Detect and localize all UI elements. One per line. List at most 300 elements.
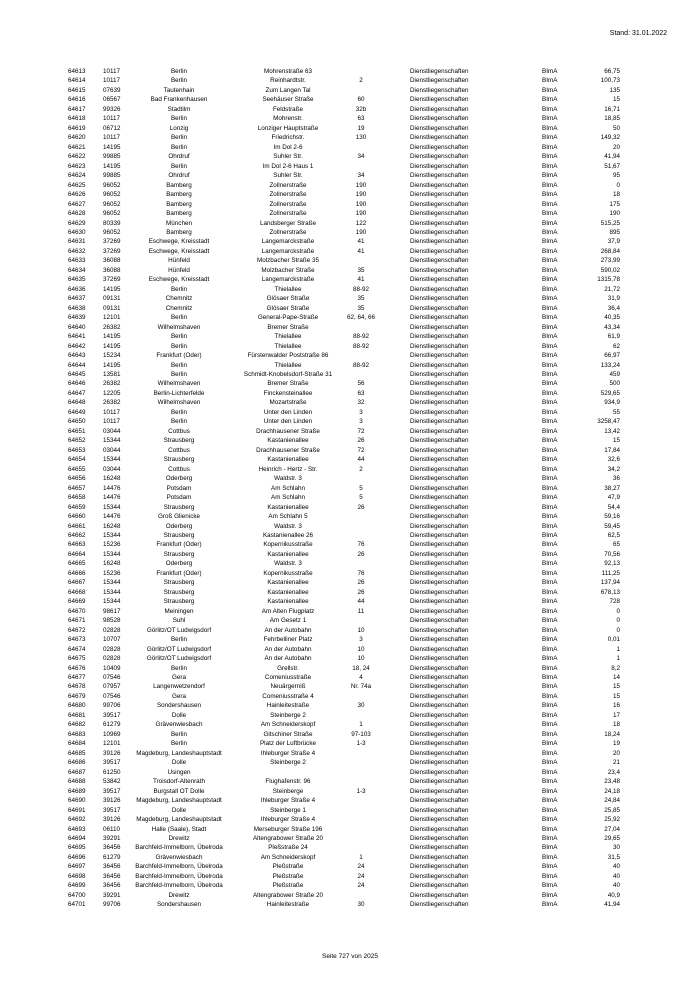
id-cell: 64640 xyxy=(68,323,86,331)
usage-cell: Dienstliegenschaften xyxy=(410,768,469,776)
usage-cell: Dienstliegenschaften xyxy=(410,655,469,663)
id-cell: 64674 xyxy=(68,645,86,653)
owner-cell: BImA xyxy=(542,617,558,625)
table-row xyxy=(0,645,700,654)
table-row xyxy=(0,758,700,767)
usage-cell: Dienstliegenschaften xyxy=(410,692,469,700)
owner-cell: BImA xyxy=(542,143,558,151)
plz-cell: 15344 xyxy=(103,579,121,587)
table-row xyxy=(0,342,700,351)
number-cell: 2 xyxy=(359,465,363,473)
area-cell: 62 xyxy=(612,342,620,350)
area-cell: 678,13 xyxy=(600,588,620,596)
usage-cell: Dienstliegenschaften xyxy=(410,844,469,852)
area-cell: 41,94 xyxy=(604,901,620,909)
plz-cell: 36456 xyxy=(103,872,121,880)
ort-cell: Stadtilm xyxy=(167,105,191,113)
plz-cell: 10117 xyxy=(103,77,121,85)
area-cell: 55 xyxy=(612,408,620,416)
ort-cell: Berlin xyxy=(170,664,188,672)
table-row xyxy=(0,351,700,360)
owner-cell: BImA xyxy=(542,389,558,397)
table-row xyxy=(0,379,700,388)
id-cell: 64692 xyxy=(68,816,86,824)
plz-cell: 37269 xyxy=(103,238,121,246)
usage-cell: Dienstliegenschaften xyxy=(410,674,469,681)
owner-cell: BImA xyxy=(542,266,558,274)
owner-cell: BImA xyxy=(542,645,558,653)
ort-cell: Oderberg xyxy=(165,475,193,483)
table-row xyxy=(0,417,700,426)
area-cell: 40,35 xyxy=(604,314,620,322)
usage-cell: Dienstliegenschaften xyxy=(410,740,469,748)
table-row xyxy=(0,361,700,370)
area-cell: 34,2 xyxy=(607,465,620,473)
street-cell: Platz der Luftbrücke xyxy=(259,740,316,748)
table-row xyxy=(0,370,700,379)
number-cell: 34 xyxy=(357,172,365,180)
id-cell: 64637 xyxy=(68,295,86,303)
street-cell: Langemarckstraße xyxy=(261,238,315,246)
id-cell: 64615 xyxy=(68,86,86,94)
table-row xyxy=(0,616,700,625)
street-cell: Mohrenstraße 63 xyxy=(264,68,312,75)
ort-cell: Chemnitz xyxy=(165,295,193,303)
ort-cell: Barchfeld-Immelborn, Übelroda xyxy=(135,863,223,871)
area-cell: 18 xyxy=(612,191,620,199)
plz-cell: 03044 xyxy=(103,465,121,473)
owner-cell: BImA xyxy=(542,219,558,227)
usage-cell: Dienstliegenschaften xyxy=(410,399,469,407)
id-cell: 64623 xyxy=(68,162,86,170)
id-cell: 64632 xyxy=(68,247,86,255)
usage-cell: Dienstliegenschaften xyxy=(410,778,469,786)
street-cell: Steinberge 2 xyxy=(270,759,306,767)
plz-cell: 02828 xyxy=(103,626,121,634)
area-cell: 24,18 xyxy=(604,787,620,795)
usage-cell: Dienstliegenschaften xyxy=(410,342,469,350)
plz-cell: 39126 xyxy=(103,797,121,805)
area-cell: 149,32 xyxy=(600,134,620,142)
id-cell: 64690 xyxy=(68,797,86,805)
area-cell: 95 xyxy=(612,172,620,180)
plz-cell: 36456 xyxy=(103,882,121,890)
street-cell: Drachhausener Straße xyxy=(256,427,320,435)
area-cell: 268,84 xyxy=(600,247,620,255)
table-row xyxy=(0,503,700,512)
street-cell: Thielallee xyxy=(274,333,302,341)
table-row xyxy=(0,531,700,540)
plz-cell: 14195 xyxy=(103,342,121,350)
id-cell: 64691 xyxy=(68,806,86,814)
usage-cell: Dienstliegenschaften xyxy=(410,228,469,236)
area-cell: 24,84 xyxy=(604,797,620,805)
owner-cell: BImA xyxy=(542,674,558,681)
area-cell: 37,9 xyxy=(607,238,620,246)
area-cell: 31,9 xyxy=(607,295,620,303)
table-row xyxy=(0,228,700,237)
table-row xyxy=(0,190,700,199)
id-cell: 64693 xyxy=(68,825,86,833)
owner-cell: BImA xyxy=(542,531,558,539)
ort-cell: Berlin xyxy=(170,115,188,123)
number-cell: 32 xyxy=(357,399,365,407)
plz-cell: 26382 xyxy=(103,399,121,407)
plz-cell: 15344 xyxy=(103,550,121,558)
ort-cell: Berlin xyxy=(170,134,188,142)
area-cell: 1315,78 xyxy=(597,276,620,284)
number-cell: 1-3 xyxy=(356,787,366,795)
area-cell: 51,67 xyxy=(604,162,620,170)
ort-cell: Potsdam xyxy=(166,494,192,502)
plz-cell: 80339 xyxy=(103,219,121,227)
area-cell: 15 xyxy=(612,437,620,445)
ort-cell: Frankfurt (Oder) xyxy=(156,352,202,360)
usage-cell: Dienstliegenschaften xyxy=(410,408,469,416)
area-cell: 3258,47 xyxy=(597,418,620,426)
street-cell: Kastanienallee xyxy=(267,598,309,606)
plz-cell: 15236 xyxy=(103,541,121,549)
owner-cell: BImA xyxy=(542,323,558,331)
street-cell: Steinberge xyxy=(272,787,304,795)
street-cell: Steinberge 1 xyxy=(270,806,306,814)
id-cell: 64694 xyxy=(68,834,86,842)
street-cell: Glösaer Straße xyxy=(266,295,310,303)
owner-cell: BImA xyxy=(542,105,558,113)
table-row xyxy=(0,872,700,881)
area-cell: 20 xyxy=(612,143,620,151)
table-row xyxy=(0,313,700,322)
area-cell: 590,02 xyxy=(600,266,620,274)
id-cell: 64638 xyxy=(68,304,86,312)
usage-cell: Dienstliegenschaften xyxy=(410,607,469,615)
table-row xyxy=(0,749,700,758)
street-cell: Lonziger Hauptstraße xyxy=(257,124,319,132)
plz-cell: 15344 xyxy=(103,531,121,539)
owner-cell: BImA xyxy=(542,456,558,464)
id-cell: 64687 xyxy=(68,768,86,776)
street-cell: Molzbacher Straße 35 xyxy=(257,257,319,265)
id-cell: 64651 xyxy=(68,427,86,435)
number-cell: 10 xyxy=(357,626,365,634)
id-cell: 64661 xyxy=(68,522,86,530)
area-cell: 40 xyxy=(612,863,620,871)
plz-cell: 39517 xyxy=(103,711,121,719)
owner-cell: BImA xyxy=(542,872,558,880)
ort-cell: Berlin xyxy=(170,68,188,75)
ort-cell: Drewitz xyxy=(168,834,190,842)
number-cell: 190 xyxy=(355,181,367,189)
number-cell: 30 xyxy=(357,901,365,909)
street-cell: Pleßstraße xyxy=(272,863,304,871)
plz-cell: 14195 xyxy=(103,285,121,293)
table-row xyxy=(0,692,700,701)
usage-cell: Dienstliegenschaften xyxy=(410,437,469,445)
street-cell: Comeniusstraße xyxy=(264,674,312,681)
usage-cell: Dienstliegenschaften xyxy=(410,749,469,757)
area-cell: 54,4 xyxy=(607,503,620,511)
id-cell: 64700 xyxy=(68,891,86,899)
street-cell: Suhler Str. xyxy=(273,172,303,180)
plz-cell: 02828 xyxy=(103,655,121,663)
number-cell: 88-92 xyxy=(352,361,370,369)
id-cell: 64654 xyxy=(68,456,86,464)
owner-cell: BImA xyxy=(542,437,558,445)
street-cell: Altengrabower Straße 20 xyxy=(252,834,323,842)
number-cell: 1 xyxy=(359,721,363,729)
number-cell: 10 xyxy=(357,645,365,653)
area-cell: 92,13 xyxy=(604,560,620,568)
number-cell: 5 xyxy=(359,494,363,502)
area-cell: 40 xyxy=(612,872,620,880)
usage-cell: Dienstliegenschaften xyxy=(410,636,469,644)
ort-cell: Strausberg xyxy=(163,588,195,596)
id-cell: 64679 xyxy=(68,692,86,700)
owner-cell: BImA xyxy=(542,702,558,710)
number-cell: 35 xyxy=(357,304,365,312)
number-cell: 190 xyxy=(355,210,367,218)
plz-cell: 10117 xyxy=(103,134,121,142)
table-row xyxy=(0,588,700,597)
table-row xyxy=(0,522,700,531)
ort-cell: Eschwege, Kreisstadt xyxy=(148,276,210,284)
owner-cell: BImA xyxy=(542,115,558,123)
plz-cell: 10117 xyxy=(103,408,121,416)
street-cell: Schmidt-Knobelsdorf-Straße 31 xyxy=(243,371,333,378)
area-cell: 62,5 xyxy=(607,531,620,539)
usage-cell: Dienstliegenschaften xyxy=(410,541,469,549)
owner-cell: BImA xyxy=(542,153,558,161)
ort-cell: Strausberg xyxy=(163,531,195,539)
area-cell: 25,85 xyxy=(604,806,620,814)
number-cell: 5 xyxy=(359,484,363,492)
number-cell: 44 xyxy=(357,456,365,464)
street-cell: Hainleitestraße xyxy=(266,901,310,909)
street-cell: Thielallee xyxy=(274,361,302,369)
ort-cell: Berlin xyxy=(170,636,188,644)
ort-cell: Wilhelmshaven xyxy=(157,380,201,388)
owner-cell: BImA xyxy=(542,503,558,511)
usage-cell: Dienstliegenschaften xyxy=(410,446,469,454)
owner-cell: BImA xyxy=(542,228,558,236)
number-cell: 3 xyxy=(359,636,363,644)
ort-cell: Strausberg xyxy=(163,579,195,587)
owner-cell: BImA xyxy=(542,749,558,757)
area-cell: 515,25 xyxy=(600,219,620,227)
id-cell: 64622 xyxy=(68,153,86,161)
owner-cell: BImA xyxy=(542,134,558,142)
plz-cell: 14195 xyxy=(103,333,121,341)
table-row xyxy=(0,891,700,900)
area-cell: 1 xyxy=(616,655,620,663)
usage-cell: Dienstliegenschaften xyxy=(410,503,469,511)
plz-cell: 96052 xyxy=(103,191,121,199)
page-number: Seite 727 von 2025 xyxy=(321,953,379,960)
id-cell: 64699 xyxy=(68,882,86,890)
id-cell: 64696 xyxy=(68,853,86,861)
plz-cell: 99885 xyxy=(103,153,121,161)
area-cell: 61,9 xyxy=(607,333,620,341)
id-cell: 64677 xyxy=(68,674,86,681)
owner-cell: BImA xyxy=(542,162,558,170)
plz-cell: 09131 xyxy=(103,295,121,303)
ort-cell: Magdeburg, Landeshauptstadt xyxy=(136,749,222,757)
ort-cell: Berlin xyxy=(170,730,188,738)
id-cell: 64613 xyxy=(68,68,86,75)
table-row xyxy=(0,389,700,398)
owner-cell: BImA xyxy=(542,806,558,814)
ort-cell: Usingen xyxy=(167,768,191,776)
ort-cell: München xyxy=(166,219,192,227)
owner-cell: BImA xyxy=(542,834,558,842)
owner-cell: BImA xyxy=(542,333,558,341)
plz-cell: 14476 xyxy=(103,494,121,502)
table-row xyxy=(0,550,700,559)
id-cell: 64614 xyxy=(68,77,86,85)
ort-cell: Strausberg xyxy=(163,503,195,511)
owner-cell: BImA xyxy=(542,238,558,246)
table-row xyxy=(0,597,700,606)
id-cell: 64671 xyxy=(68,617,86,625)
id-cell: 64669 xyxy=(68,598,86,606)
plz-cell: 10707 xyxy=(103,636,121,644)
owner-cell: BImA xyxy=(542,191,558,199)
table-row xyxy=(0,720,700,729)
area-cell: 8,2 xyxy=(611,664,620,672)
street-cell: Kastanienallee xyxy=(267,550,309,558)
street-cell: Im Dol 2-6 xyxy=(273,143,303,151)
table-row xyxy=(0,304,700,313)
street-cell: Kastanienallee xyxy=(267,588,309,596)
area-cell: 17,84 xyxy=(604,446,620,454)
table-row xyxy=(0,181,700,190)
id-cell: 64659 xyxy=(68,503,86,511)
plz-cell: 98617 xyxy=(103,607,121,615)
id-cell: 64621 xyxy=(68,143,86,151)
usage-cell: Dienstliegenschaften xyxy=(410,105,469,113)
owner-cell: BImA xyxy=(542,550,558,558)
table-row xyxy=(0,76,700,85)
area-cell: 29,65 xyxy=(604,834,620,842)
usage-cell: Dienstliegenschaften xyxy=(410,418,469,426)
area-cell: 18,85 xyxy=(604,115,620,123)
usage-cell: Dienstliegenschaften xyxy=(410,304,469,312)
owner-cell: BImA xyxy=(542,569,558,577)
street-cell: Am Schlahn 5 xyxy=(268,513,308,521)
plz-cell: 61250 xyxy=(103,768,121,776)
table-row xyxy=(0,843,700,852)
owner-cell: BImA xyxy=(542,579,558,587)
usage-cell: Dienstliegenschaften xyxy=(410,872,469,880)
table-row xyxy=(0,171,700,180)
table-row xyxy=(0,86,700,95)
id-cell: 64629 xyxy=(68,219,86,227)
plz-cell: 03044 xyxy=(103,427,121,435)
area-cell: 16,71 xyxy=(604,105,620,113)
owner-cell: BImA xyxy=(542,68,558,75)
ort-cell: Dolle xyxy=(171,711,187,719)
usage-cell: Dienstliegenschaften xyxy=(410,759,469,767)
usage-cell: Dienstliegenschaften xyxy=(410,124,469,132)
owner-cell: BImA xyxy=(542,787,558,795)
area-cell: 175 xyxy=(609,200,620,208)
usage-cell: Dienstliegenschaften xyxy=(410,569,469,577)
number-cell: 76 xyxy=(357,541,365,549)
number-cell: 62, 64, 66 xyxy=(346,314,375,322)
id-cell: 64631 xyxy=(68,238,86,246)
street-cell: Heinrich - Hertz - Str. xyxy=(258,465,318,473)
street-cell: Drachhausener Straße xyxy=(256,446,320,454)
number-cell: 26 xyxy=(357,503,365,511)
number-cell: 26 xyxy=(357,550,365,558)
usage-cell: Dienstliegenschaften xyxy=(410,711,469,719)
street-cell: Glösaer Straße xyxy=(266,304,310,312)
plz-cell: 39291 xyxy=(103,891,121,899)
street-cell: An der Autobahn xyxy=(264,626,312,634)
area-cell: 66,75 xyxy=(604,68,620,75)
street-cell: Kastanienallee 26 xyxy=(262,531,314,539)
street-cell: Suhler Str. xyxy=(273,153,303,161)
plz-cell: 98528 xyxy=(103,617,121,625)
owner-cell: BImA xyxy=(542,522,558,530)
number-cell: 19 xyxy=(357,124,365,132)
area-cell: 934,9 xyxy=(604,399,620,407)
street-cell: Bremer Straße xyxy=(267,323,309,331)
number-cell: 30 xyxy=(357,702,365,710)
usage-cell: Dienstliegenschaften xyxy=(410,323,469,331)
id-cell: 64657 xyxy=(68,484,86,492)
table-row xyxy=(0,427,700,436)
area-cell: 21,72 xyxy=(604,285,620,293)
street-cell: Grellstr. xyxy=(277,664,299,672)
owner-cell: BImA xyxy=(542,418,558,426)
number-cell: 24 xyxy=(357,863,365,871)
owner-cell: BImA xyxy=(542,257,558,265)
owner-cell: BImA xyxy=(542,304,558,312)
usage-cell: Dienstliegenschaften xyxy=(410,371,469,378)
plz-cell: 36088 xyxy=(103,257,121,265)
usage-cell: Dienstliegenschaften xyxy=(410,853,469,861)
street-cell: Zollnerstraße xyxy=(269,228,307,236)
ort-cell: Halle (Saale), Stadt xyxy=(151,825,207,833)
number-cell: 24 xyxy=(357,872,365,880)
table-row xyxy=(0,825,700,834)
owner-cell: BImA xyxy=(542,465,558,473)
usage-cell: Dienstliegenschaften xyxy=(410,863,469,871)
ort-cell: Berlin xyxy=(170,371,188,378)
plz-cell: 26382 xyxy=(103,380,121,388)
usage-cell: Dienstliegenschaften xyxy=(410,882,469,890)
number-cell: 41 xyxy=(357,238,365,246)
plz-cell: 26382 xyxy=(103,323,121,331)
street-cell: Am Schneiderskopf xyxy=(260,853,316,861)
owner-cell: BImA xyxy=(542,825,558,833)
usage-cell: Dienstliegenschaften xyxy=(410,295,469,303)
number-cell: 11 xyxy=(357,607,365,615)
usage-cell: Dienstliegenschaften xyxy=(410,513,469,521)
plz-cell: 07546 xyxy=(103,674,121,681)
area-cell: 17 xyxy=(612,711,620,719)
street-cell: Mozartstraße xyxy=(269,399,307,407)
street-cell: Kastanienallee xyxy=(267,456,309,464)
street-cell: Friedrichstr. xyxy=(271,134,305,142)
owner-cell: BImA xyxy=(542,844,558,852)
usage-cell: Dienstliegenschaften xyxy=(410,162,469,170)
plz-cell: 07957 xyxy=(103,683,121,691)
ort-cell: Ohrdruf xyxy=(168,153,190,161)
area-cell: 15 xyxy=(612,692,620,700)
street-cell: Am Schneiderskopf xyxy=(260,721,316,729)
